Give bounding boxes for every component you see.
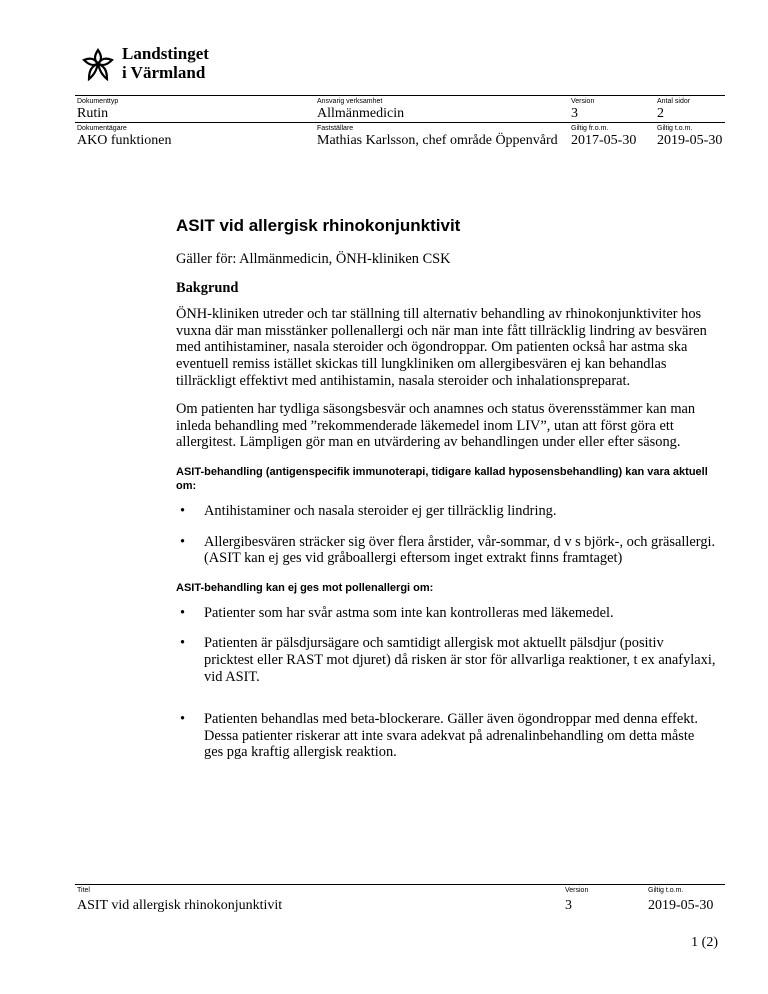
meta-table-row2 xyxy=(75,122,725,149)
footer xyxy=(75,884,725,913)
owner-label: Dokumentägare xyxy=(77,125,127,132)
list-item: • Patienten är pälsdjursägare och samtidigt allergisk mot aktuellt pälsdjur (positiv pricktest eller RAST mot djuret) då risken är stor för allvarliga reaktioner, t ex anafylaxi, vid ASIT. xyxy=(176,635,716,685)
footer-valid-to: 2019-05-30 xyxy=(648,898,714,913)
document-body xyxy=(176,215,716,775)
meta-cell xyxy=(655,123,725,150)
responsible-label: Ansvarig verksamhet xyxy=(317,98,383,105)
page-number: 1 (2) xyxy=(691,935,718,950)
list-indications xyxy=(176,503,716,567)
list-item: • Antihistaminer och nasala steroider ej ger tillräcklig lindring. xyxy=(176,503,716,520)
pages-label: Antal sidor xyxy=(657,98,691,105)
meta-table-row1 xyxy=(75,95,725,122)
list-item: • Patienten behandlas med beta-blockerare. Gäller även ögondroppar med denna effekt. Dessa patienter riskerar att inte svara adekvat på adrenalinbehandling om detta måste ges pga kraftig allergisk reaktion. xyxy=(176,711,716,761)
meta-cell xyxy=(315,96,569,123)
footer-valid-to-label: Giltig t.o.m. xyxy=(648,887,684,894)
valid-to-label: Giltig t.o.m. xyxy=(657,125,693,132)
logo-text: Landstinget i Värmland xyxy=(122,44,209,82)
version-label: Version xyxy=(571,98,595,105)
background-heading: Bakgrund xyxy=(176,279,239,296)
approver-label: Fastställare xyxy=(317,125,354,132)
logo xyxy=(80,42,240,92)
pages: 2 xyxy=(657,106,664,121)
list-item: • Patienter som har svår astma som inte kan kontrolleras med läkemedel. xyxy=(176,605,716,622)
list-item: • Allergibesvären sträcker sig över flera årstider, vår-sommar, d v s björk-, och gräsallergi. (ASIT kan ej ges vid gråboallergi eftersom inget extrakt finns framtaget) xyxy=(176,534,716,567)
meta-cell xyxy=(75,123,315,150)
applies-to: Gäller för: Allmänmedicin, ÖNH-kliniken CSK xyxy=(176,251,451,267)
paragraph-1: ÖNH-kliniken utreder och tar ställning till alternativ behandling av rhinokonjunktiviter hos vuxna där man misstänker pollenallergi och när man inte fått tillräcklig lindring av besvären med antihistaminer, nasala steroider och ögondroppar. Om patienten också har astma ska eventuell remiss istället skickas till lungkliniken om allergibesvären ej kan behandlas tillräckligt effektivt med antihistamin, nasala steroider och inhalationspreparat. xyxy=(176,306,707,389)
valid-from: 2017-05-30 xyxy=(571,133,637,148)
meta-cell xyxy=(569,96,655,123)
owner: AKO funktionen xyxy=(77,133,172,148)
page-title: ASIT vid allergisk rhinokonjunktivit xyxy=(176,216,461,235)
responsible: Allmänmedicin xyxy=(317,106,405,121)
flower-logo-icon xyxy=(80,46,116,84)
footer-title-label: Titel xyxy=(77,887,90,894)
list-contraindications xyxy=(176,605,716,761)
meta-cell xyxy=(75,96,315,123)
footer-version: 3 xyxy=(565,898,572,913)
valid-to: 2019-05-30 xyxy=(657,133,723,148)
paragraph-2: Om patienten har tydliga säsongsbesvär och anamnes och status överensstämmer kan man inleda behandling med ”rekommenderade läkemedel inom LIV”, utan att först göra ett allergitest. Lämpligen gör man en utvärdering av behandlingen under eller efter säsong. xyxy=(176,401,696,451)
approver: Mathias Karlsson, chef område Öppenvård xyxy=(317,133,558,148)
doc-type-label: Dokumenttyp xyxy=(77,98,119,105)
footer-version-label: Version xyxy=(565,887,589,894)
meta-cell xyxy=(569,123,655,150)
meta-cell xyxy=(315,123,569,150)
valid-from-label: Giltig fr.o.m. xyxy=(571,125,609,132)
footer-title: ASIT vid allergisk rhinokonjunktivit xyxy=(77,898,283,913)
subheading-contraindications: ASIT-behandling kan ej ges mot pollenallergi om: xyxy=(176,581,434,594)
version: 3 xyxy=(571,106,578,121)
doc-type: Rutin xyxy=(77,106,109,121)
meta-cell xyxy=(655,96,725,123)
subheading-indications: ASIT-behandling (antigenspecifik immunoterapi, tidigare kallad hyposensbehandling) kan vara aktuell om: xyxy=(176,465,708,492)
